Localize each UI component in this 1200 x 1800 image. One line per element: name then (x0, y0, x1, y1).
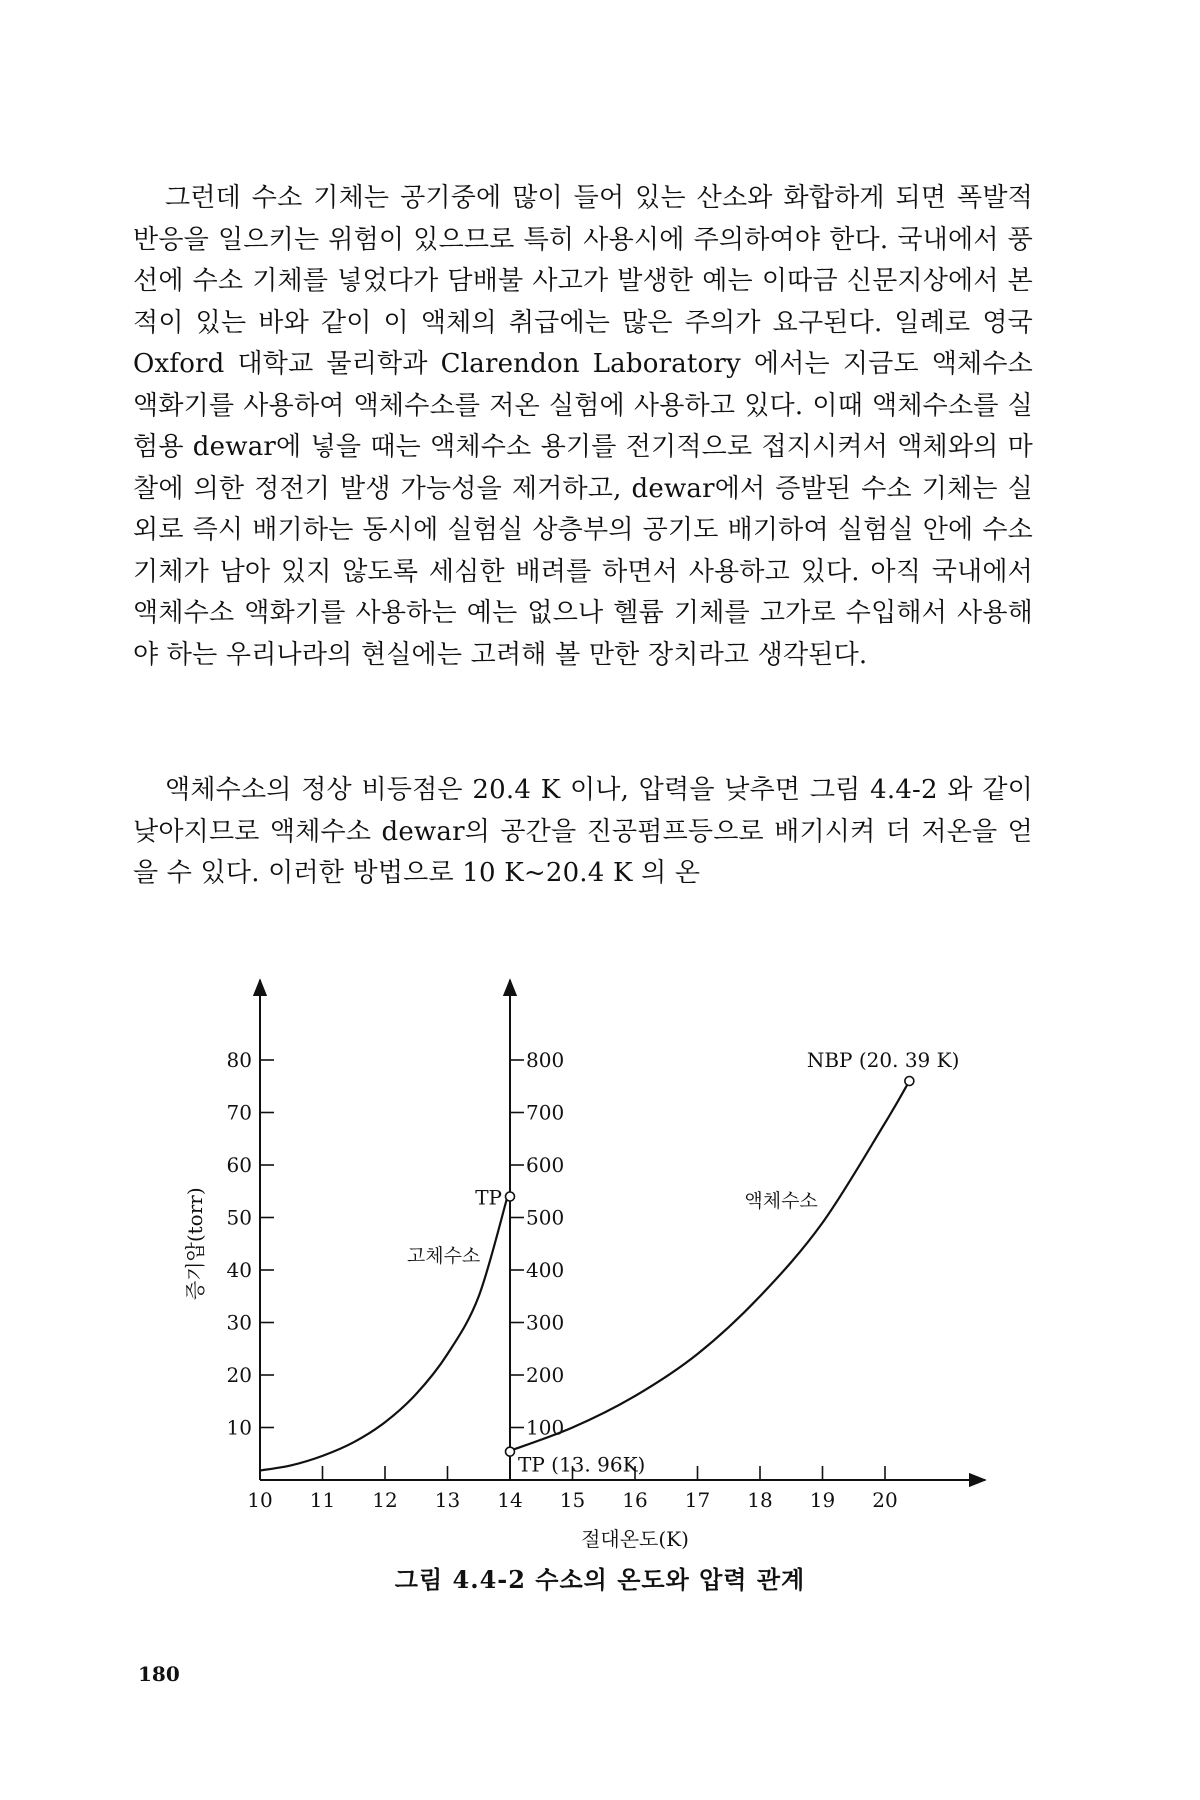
figure-hydrogen-vapor-pressure (0, 940, 1200, 1580)
x-tick-label: 10 (247, 1488, 273, 1512)
right-tick-label: 800 (526, 1048, 565, 1072)
right-tick-label: 500 (526, 1205, 565, 1230)
x-tick-label: 17 (684, 1488, 711, 1512)
left-tick-label: 20 (226, 1363, 252, 1387)
x-tick-label: 15 (559, 1488, 586, 1512)
tp-upper-point (506, 1192, 515, 1201)
right-tick-label: 300 (526, 1310, 565, 1335)
left-tick-label: 50 (226, 1205, 252, 1230)
right-tick-label: 400 (526, 1258, 565, 1282)
x-tick-label: 12 (372, 1488, 398, 1512)
nbp-point (905, 1077, 914, 1086)
left-tick-label: 80 (226, 1048, 252, 1072)
left-tick-label: 40 (226, 1258, 252, 1282)
paragraph-2: 액체수소의 정상 비등점은 20.4 K 이나, 압력을 낮추면 그림 4.4-2 와 같이 낮아지므로 액체수소 dewar의 공간을 진공펌프등으로 배기시켜 더 저온을 얻을 수 있다. 이러한 방법으로 10 K~20.4 K 의 온 (133, 775, 1033, 888)
right-tick-label: 100 (526, 1415, 565, 1440)
x-tick-label: 16 (622, 1488, 648, 1512)
paragraph-1: 그런데 수소 기체는 공기중에 많이 들어 있는 산소와 화합하게 되면 폭발적 반응을 일으키는 위험이 있으므로 특히 사용시에 주의하여야 한다. 국내에서 풍선에 수소 기체를 넣었다가 담배불 사고가 발생한 예는 이따금 신문지상에서 본 적이 있는 바와 같이 이 액체의 취급에는 많은 주의가 요구된다. 일례로 영국 Oxford 대학교 물리학과 Clarendon Laboratory 에서는 지금도 액체수소 액화기를 사용하여 액체수소를 저온 실험에 사용하고 있다. 이때 액체수소를 실험용 dewar에 넣을 때는 액체수소 용기를 전기적으로 접지시켜서 액체와의 마찰에 의한 정전기 발생 가능성을 제거하고, dewar에서 증발된 수소 기체는 실외로 즉시 배기하는 동시에 실험실 상층부의 공기도 배기하여 실험실 안에 수소 기체가 남아 있지 않도록 세심한 배려를 하면서 사용하고 있다. 아직 국내에서 액체수소 액화기를 사용하는 예는 없으나 헬륨 기체를 고가로 수입해서 사용해야 하는 우리나라의 현실에는 고려해 볼 만한 장치라고 생각된다. (133, 183, 1033, 670)
x-tick-label: 13 (434, 1488, 461, 1512)
series-label-liquid-hydrogen: 액체수소 (744, 1190, 818, 1212)
y-axis-title: 증기압(torr) (183, 1187, 207, 1301)
right-tick-label: 700 (526, 1100, 565, 1125)
series-label-solid-hydrogen: 고체수소 (406, 1245, 481, 1267)
tp-upper-label: TP (475, 1185, 502, 1210)
x-tick-label: 18 (747, 1488, 773, 1512)
x-tick-label: 11 (309, 1488, 336, 1512)
nbp-label: NBP (20. 39 K) (806, 1048, 960, 1072)
curve-liquid-hydrogen (508, 1081, 910, 1452)
tp-lower-point (506, 1447, 515, 1456)
left-tick-label: 60 (226, 1153, 252, 1177)
curve-solid-hydrogen (260, 1197, 508, 1471)
right-tick-label: 200 (526, 1363, 565, 1387)
x-tick-label: 14 (497, 1488, 523, 1512)
vapor-pressure-chart (0, 940, 1200, 1580)
left-tick-label: 30 (226, 1310, 252, 1335)
figure-caption: 그림 4.4-2 수소의 온도와 압력 관계 (394, 1565, 806, 1594)
left-tick-label: 70 (226, 1100, 252, 1125)
left-tick-label: 10 (226, 1415, 252, 1440)
tp-lower-label: TP (13. 96K) (518, 1452, 646, 1477)
right-tick-label: 600 (526, 1153, 565, 1177)
page-number: 180 (138, 1662, 180, 1686)
x-tick-label: 20 (872, 1488, 898, 1512)
x-tick-label: 19 (809, 1488, 836, 1512)
x-axis-title: 절대온도(K) (581, 1527, 689, 1551)
